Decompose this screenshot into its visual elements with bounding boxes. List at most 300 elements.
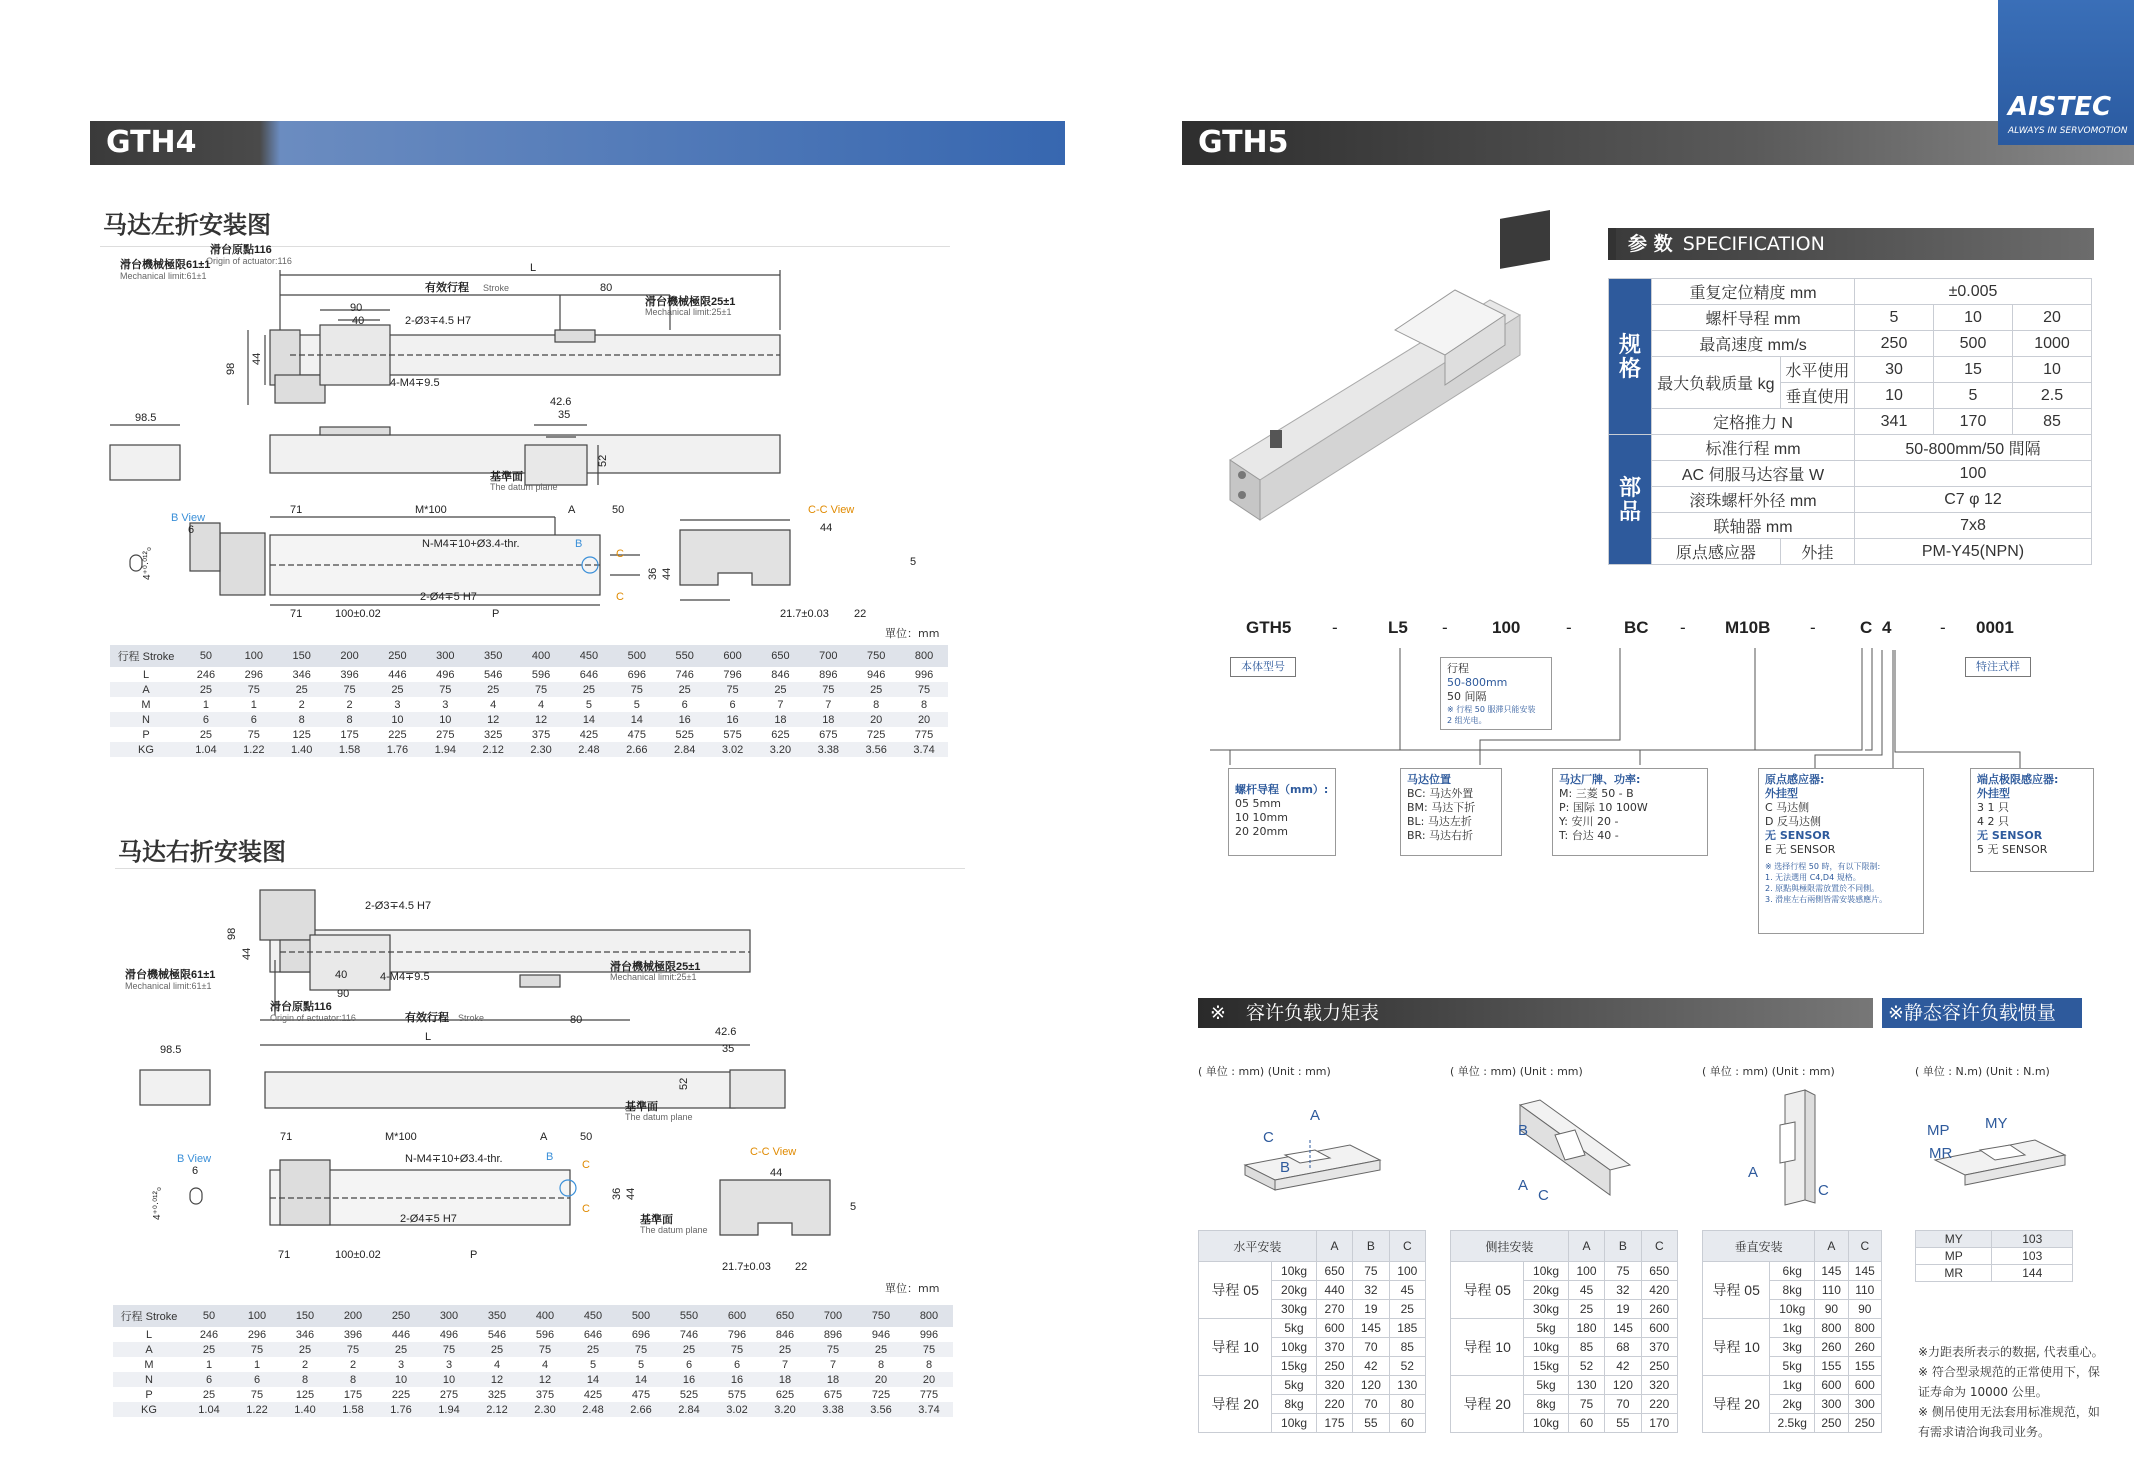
svg-text:滑台原點116: 滑台原點116	[270, 1001, 332, 1013]
table-cell: 1	[202, 698, 209, 711]
horizontal-mount-diagram	[1240, 1100, 1390, 1210]
svg-text:50: 50	[580, 1131, 593, 1143]
table-cell: 75	[329, 1342, 377, 1357]
spec-label: 螺杆导程 mm	[1652, 305, 1855, 331]
table-cell: 25	[374, 682, 422, 697]
table-cell: 260	[1641, 1300, 1677, 1319]
svg-text:80: 80	[600, 282, 613, 294]
spec-header-text: SPECIFICATION	[1682, 233, 1825, 255]
svg-text:B: B	[1518, 1122, 1529, 1139]
table-cell: 8	[873, 698, 880, 711]
svg-text:98.5: 98.5	[160, 1044, 182, 1056]
table-cell: 6	[681, 698, 688, 711]
table-cell: 2.5kg	[1770, 1414, 1815, 1433]
unit-label: ( 单位 : mm) (Unit : mm)	[1198, 1065, 1331, 1078]
svg-text:40: 40	[335, 969, 348, 981]
dimension-table	[113, 1305, 953, 1417]
table-cell: 14	[617, 1372, 665, 1387]
tag-body-model: 本体型号	[1230, 657, 1296, 677]
table-cell: 30kg	[1272, 1300, 1316, 1319]
table-cell: L	[142, 668, 150, 681]
table-cell: 110	[1848, 1281, 1881, 1300]
table-cell: 10kg	[1770, 1300, 1815, 1319]
table-cell: 296	[244, 668, 263, 681]
svg-text:MR: MR	[1929, 1145, 1953, 1162]
table-cell: 100	[1568, 1262, 1604, 1281]
spec-label: AC 伺服马达容量 W	[1652, 461, 1855, 487]
table-title: 水平安装	[1199, 1231, 1317, 1262]
spec-value: 20	[2013, 305, 2092, 331]
table-row	[113, 1327, 953, 1342]
column-header: A	[1815, 1231, 1848, 1262]
table-cell: 75	[250, 1388, 264, 1401]
table-row	[1451, 1319, 1678, 1338]
table-cell: 2.48	[565, 742, 613, 757]
table-cell: 103	[1992, 1231, 2073, 1248]
svg-text:M*100: M*100	[385, 1131, 417, 1143]
table-cell: 12	[521, 1372, 569, 1387]
table-cell: 5kg	[1524, 1319, 1568, 1338]
svg-text:基準面: 基準面	[490, 471, 523, 483]
table-cell: 600	[1815, 1376, 1848, 1395]
table-cell: 行程 Stroke	[113, 1305, 185, 1327]
table-cell: 75	[905, 1342, 953, 1357]
spec-value: 2.5	[2013, 383, 2092, 409]
table-cell: 260	[1848, 1338, 1881, 1357]
table-cell: 6kg	[1770, 1262, 1815, 1281]
table-cell: 20kg	[1272, 1281, 1316, 1300]
tag-special: 特注式样	[1965, 657, 2031, 677]
table-cell: 25	[281, 1342, 329, 1357]
table-cell: 75	[709, 682, 757, 697]
spec-value: 10	[2013, 357, 2092, 383]
table-cell: 18	[809, 1372, 857, 1387]
table-row	[110, 727, 948, 742]
svg-text:42.6: 42.6	[715, 1026, 737, 1038]
table-cell: 6	[729, 698, 736, 711]
table-cell: 25	[661, 682, 709, 697]
table-cell: 600	[1848, 1376, 1881, 1395]
svg-text:M*100: M*100	[415, 504, 447, 516]
table-cell: 10	[374, 712, 422, 727]
table-header-row	[1199, 1231, 1426, 1262]
table-cell: 70	[1353, 1338, 1389, 1357]
svg-text:90: 90	[350, 302, 363, 314]
table-cell: 350	[473, 1305, 521, 1327]
vertical-mount-diagram	[1740, 1085, 1870, 1215]
table-cell: 25	[469, 682, 517, 697]
table-cell: 175	[1316, 1414, 1352, 1433]
table-row	[1451, 1262, 1678, 1281]
logo-tab	[1998, 0, 2134, 145]
table-cell: 175	[340, 728, 359, 741]
svg-text:A: A	[1518, 1177, 1529, 1194]
table-cell: MY	[1916, 1231, 1992, 1248]
limit-sensor-box: 端点极限感应器: 外挂型 3 1 只 4 2 只 无 SENSOR 5 无 SENSOR	[1970, 768, 2094, 872]
table-cell: 90	[1848, 1300, 1881, 1319]
svg-text:4⁺⁰·⁰¹²₀: 4⁺⁰·⁰¹²₀	[142, 547, 153, 580]
table-cell: 2.12	[469, 742, 517, 757]
spec-value: 30	[1855, 357, 1934, 383]
table-cell: 1.58	[326, 742, 374, 757]
spec-label: 原点感应器	[1652, 539, 1781, 565]
spec-row	[1609, 461, 2092, 487]
svg-text:52: 52	[678, 1077, 690, 1090]
spec-label: 最高速度 mm/s	[1652, 331, 1855, 357]
column-header: C	[1389, 1231, 1425, 1262]
note-line: 证寿命为 10000 公里。	[1918, 1385, 2048, 1399]
table-cell: 596	[535, 1328, 555, 1341]
spec-value: 10	[1855, 383, 1934, 409]
table-cell: 12	[473, 1372, 521, 1387]
spec-label: 最大负载质量 kg	[1652, 357, 1781, 409]
logo-brand: AISTEC	[2008, 92, 2112, 122]
table-cell: 145	[1848, 1262, 1881, 1281]
table-cell: 475	[631, 1388, 651, 1401]
svg-text:36: 36	[611, 1187, 623, 1200]
table-row	[110, 712, 948, 727]
table-cell: 2.84	[661, 742, 709, 757]
table-row	[113, 1387, 953, 1402]
svg-text:C: C	[616, 548, 624, 560]
table-cell: 646	[579, 668, 599, 681]
order-code-segment: 0001	[1976, 618, 2014, 637]
svg-text:滑台機械極限25±1: 滑台機械極限25±1	[610, 961, 701, 973]
table-cell: A	[113, 1342, 185, 1357]
table-cell: 8	[925, 1358, 933, 1371]
table-cell: 375	[535, 1388, 555, 1401]
order-code-segment: C	[1860, 618, 1873, 637]
table-cell: 52	[1389, 1357, 1425, 1376]
table-cell: 275	[436, 728, 455, 741]
table-cell: 7	[781, 1358, 789, 1371]
table-cell: 75	[521, 1342, 569, 1357]
table-cell: 75	[1353, 1262, 1389, 1281]
table-cell: 18	[761, 1372, 809, 1387]
table-cell: 4	[541, 1358, 549, 1371]
table-cell: 446	[388, 668, 407, 681]
table-cell: 120	[1353, 1376, 1389, 1395]
table-cell: 5kg	[1272, 1319, 1316, 1338]
table-cell: 18	[804, 712, 852, 727]
table-cell: 796	[727, 1328, 747, 1341]
table-row	[110, 697, 948, 712]
svg-text:A: A	[1310, 1107, 1321, 1124]
table-cell: 25	[665, 1342, 713, 1357]
table-cell: 350	[469, 645, 517, 667]
table-cell: 5	[589, 1358, 597, 1371]
table-row	[110, 645, 948, 667]
svg-text:71: 71	[280, 1131, 293, 1143]
svg-text:2-Ø3∓4.5 H7: 2-Ø3∓4.5 H7	[365, 900, 432, 912]
table-cell: 10	[425, 1372, 473, 1387]
svg-text:44: 44	[241, 947, 253, 960]
table-cell: 150	[278, 645, 326, 667]
spec-header	[1608, 228, 2094, 260]
table-cell: 496	[439, 1328, 459, 1341]
table-cell: KG	[113, 1402, 185, 1417]
origin-sensor-box: 原点感应器: 外挂型 C 马达侧 D 反马达侧 无 SENSOR E 无 SENSOR ※ 选择行程 50 時，有以下限制: 1. 无法選用 C4,D4 規格。 2. 原點與極限需放置於不同側。 3. 滑座左右兩側皆需安裝感應片。	[1758, 768, 1924, 934]
table-cell: 5kg	[1770, 1357, 1815, 1376]
svg-text:C-C View: C-C View	[808, 504, 855, 516]
lead-box: 螺杆导程（mm）: 05 5mm 10 10mm 20 20mm	[1228, 768, 1336, 856]
table-cell: 3.56	[857, 1402, 905, 1417]
table-cell: 3.74	[900, 742, 948, 757]
table-cell: 25	[569, 1342, 617, 1357]
table-cell: 10kg	[1272, 1262, 1316, 1281]
table-cell: 546	[487, 1328, 507, 1341]
table-cell: 2kg	[1770, 1395, 1815, 1414]
table-cell: 20	[900, 712, 948, 727]
table-cell: 16	[665, 1372, 713, 1387]
table-cell: 650	[757, 645, 805, 667]
table-cell: 546	[484, 668, 503, 681]
table-cell: MP	[1916, 1248, 1992, 1265]
table-cell: 2.12	[473, 1402, 521, 1417]
lead-group: 导程 20	[1703, 1376, 1770, 1433]
table-cell: 225	[391, 1388, 411, 1401]
table-cell: 50	[182, 645, 230, 667]
table-row	[1703, 1262, 1882, 1281]
table-cell: 696	[631, 1328, 651, 1341]
table-cell: 14	[569, 1372, 617, 1387]
table-cell: 10kg	[1524, 1338, 1568, 1357]
spec-side-label: 规格	[1609, 279, 1652, 435]
svg-text:A: A	[1748, 1164, 1759, 1181]
table-cell: 775	[914, 728, 934, 741]
lead-group: 导程 10	[1451, 1319, 1524, 1376]
right-mount-drawing	[125, 880, 970, 1280]
table-cell: 270	[1316, 1300, 1352, 1319]
spec-value: 341	[1855, 409, 1934, 435]
svg-text:Mechanical limit:61±1: Mechanical limit:61±1	[125, 981, 212, 991]
table-cell: 10	[421, 712, 469, 727]
spec-value: 250	[1855, 331, 1934, 357]
table-cell: 3	[442, 698, 449, 711]
table-cell: 15kg	[1272, 1357, 1316, 1376]
table-cell: 300	[425, 1305, 473, 1327]
table-cell: 425	[579, 728, 599, 741]
table-cell: 6	[733, 1358, 741, 1371]
lead-group: 导程 05	[1451, 1262, 1524, 1319]
table-cell: 1.22	[233, 1402, 281, 1417]
table-cell: 10kg	[1272, 1414, 1316, 1433]
svg-text:C: C	[1538, 1187, 1549, 1204]
table-cell: 225	[388, 728, 407, 741]
table-cell: 4	[538, 698, 545, 711]
svg-text:有效行程: 有效行程	[405, 1012, 449, 1024]
table-cell: 25	[202, 1388, 216, 1401]
table-cell: 3.02	[709, 742, 757, 757]
table-cell: 696	[627, 668, 646, 681]
spec-label: 滚珠螺杆外径 mm	[1652, 487, 1855, 513]
svg-text:Mechanical limit:25±1: Mechanical limit:25±1	[645, 307, 732, 317]
column-header: B	[1353, 1231, 1389, 1262]
svg-text:N-M4∓10+Ø3.4-thr.: N-M4∓10+Ø3.4-thr.	[405, 1153, 503, 1165]
svg-text:C: C	[582, 1203, 590, 1215]
svg-text:C: C	[1818, 1182, 1829, 1199]
order-code-segment: -	[1566, 618, 1572, 637]
notes	[1918, 1342, 2108, 1442]
table-cell: 800	[905, 1305, 953, 1327]
table-cell: 1kg	[1770, 1376, 1815, 1395]
svg-text:44: 44	[661, 567, 673, 580]
load-header-text: 容许负载力矩表	[1245, 1002, 1379, 1024]
svg-text:5: 5	[850, 1201, 857, 1213]
order-code-segment: 100	[1492, 618, 1521, 637]
spec-row	[1609, 409, 2092, 435]
svg-text:C: C	[1263, 1129, 1274, 1146]
table-cell: 1	[253, 1358, 261, 1371]
table-cell: 600	[1641, 1319, 1677, 1338]
table-cell: 796	[723, 668, 742, 681]
table-cell: 575	[723, 728, 742, 741]
svg-text:Mechanical limit:61±1: Mechanical limit:61±1	[120, 271, 207, 281]
spec-row	[1609, 487, 2092, 513]
table-cell: 14	[613, 712, 661, 727]
table-cell: P	[145, 1388, 153, 1401]
svg-text:Stroke: Stroke	[458, 1013, 485, 1023]
svg-text:100±0.02: 100±0.02	[335, 608, 381, 620]
svg-text:Origin of actuator:116: Origin of actuator:116	[206, 256, 292, 266]
order-code-segment: M10B	[1725, 618, 1771, 637]
svg-text:C: C	[616, 591, 624, 603]
table-cell: 300	[421, 645, 469, 667]
table-cell: 200	[329, 1305, 377, 1327]
table-cell: 946	[871, 1328, 891, 1341]
motor-position-box: 马达位置 BC: 马达外置 BM: 马达下折 BL: 马达左折 BR: 马达右折	[1400, 768, 1502, 856]
svg-text:98: 98	[225, 362, 237, 375]
svg-text:90: 90	[337, 988, 350, 1000]
table-cell: 170	[1641, 1414, 1677, 1433]
table-cell: 800	[1815, 1319, 1848, 1338]
table-cell: 8	[329, 1372, 377, 1387]
svg-text:The datum plane: The datum plane	[625, 1112, 693, 1122]
gth4-banner	[90, 121, 1065, 165]
table-cell: 600	[709, 645, 757, 667]
table-cell: 575	[727, 1388, 747, 1401]
table-row	[1703, 1319, 1882, 1338]
spec-label: 联轴器 mm	[1652, 513, 1855, 539]
svg-text:100±0.02: 100±0.02	[335, 1249, 381, 1261]
table-cell: 2.84	[665, 1402, 713, 1417]
table-cell: 2	[301, 1358, 309, 1371]
inertia-header	[1882, 998, 2082, 1028]
table-cell: 144	[1992, 1265, 2073, 1282]
table-row	[1916, 1231, 2073, 1248]
table-cell: 675	[823, 1388, 843, 1401]
table-cell: 150	[281, 1305, 329, 1327]
table-cell: 846	[775, 1328, 795, 1341]
order-code-segment: -	[1810, 618, 1816, 637]
table-cell: 75	[1568, 1395, 1604, 1414]
svg-text:35: 35	[722, 1043, 735, 1055]
table-cell: 1	[250, 698, 257, 711]
svg-text:6: 6	[188, 524, 195, 536]
table-cell: 8	[877, 1358, 885, 1371]
svg-text:80: 80	[570, 1014, 583, 1026]
svg-text:N-M4∓10+Ø3.4-thr.: N-M4∓10+Ø3.4-thr.	[422, 538, 520, 550]
table-row	[113, 1402, 953, 1417]
table-cell: 3.20	[757, 742, 805, 757]
table-cell: 2.48	[569, 1402, 617, 1417]
table-cell: 3	[445, 1358, 453, 1371]
svg-text:98: 98	[226, 927, 238, 940]
table-cell: 6	[185, 1372, 233, 1387]
svg-text:44: 44	[820, 522, 833, 534]
column-header: A	[1316, 1231, 1352, 1262]
table-cell: 725	[871, 1388, 891, 1401]
svg-text:B View: B View	[177, 1153, 212, 1165]
table-cell: 75	[425, 1342, 473, 1357]
gth4-title: GTH4	[106, 125, 197, 160]
table-cell: 5	[585, 698, 592, 711]
inertia-header-text: ※静态容许负载惯量	[1888, 1002, 2056, 1024]
table-cell: 750	[857, 1305, 905, 1327]
lead-group: 导程 05	[1199, 1262, 1272, 1319]
table-cell: 145	[1605, 1319, 1641, 1338]
table-cell: N	[113, 1372, 185, 1387]
table-cell: 260	[1815, 1338, 1848, 1357]
spec-label: 定格推力 N	[1652, 409, 1855, 435]
table-cell: 2.66	[613, 742, 661, 757]
unit-label: ( 单位 : N.m) (Unit : N.m)	[1915, 1065, 2050, 1078]
order-code-segment: -	[1680, 618, 1686, 637]
left-mount-drawing	[120, 244, 960, 635]
table-cell: 10kg	[1524, 1414, 1568, 1433]
svg-text:滑台機械極限61±1: 滑台機械極限61±1	[125, 969, 216, 981]
spec-value: 10	[1934, 305, 2013, 331]
table-cell: 550	[661, 645, 709, 667]
table-cell: 8	[281, 1372, 329, 1387]
note-line: ※ 符合型录规范的正常使用下，保	[1918, 1365, 2100, 1379]
table-row	[113, 1372, 953, 1387]
spec-row	[1609, 539, 2092, 565]
spec-table	[1608, 278, 2092, 565]
table-cell: 5kg	[1524, 1376, 1568, 1395]
table-cell: 25	[473, 1342, 521, 1357]
table-cell: 25	[1568, 1300, 1604, 1319]
table-cell: 2	[349, 1358, 357, 1371]
table-cell: 75	[900, 682, 948, 697]
table-cell: 16	[713, 1372, 761, 1387]
table-cell: 1.40	[281, 1402, 329, 1417]
table-cell: 100	[230, 645, 278, 667]
table-cell: 496	[436, 668, 455, 681]
table-cell: 300	[1815, 1395, 1848, 1414]
table-cell: 103	[1992, 1248, 2073, 1265]
table-cell: 1.58	[329, 1402, 377, 1417]
table-cell: 55	[1353, 1414, 1389, 1433]
svg-text:Origin of actuator:116: Origin of actuator:116	[270, 1013, 356, 1023]
spec-value: 100	[1855, 461, 2092, 487]
table-cell: 100	[1389, 1262, 1425, 1281]
product-image	[1210, 260, 1600, 560]
svg-text:2-Ø4∓5 H7: 2-Ø4∓5 H7	[400, 1213, 457, 1225]
table-cell: 25	[1389, 1300, 1425, 1319]
table-cell: 250	[374, 645, 422, 667]
table-cell: 746	[679, 1328, 699, 1341]
table-cell: 75	[1605, 1262, 1641, 1281]
table-row	[110, 682, 948, 697]
table-cell: 1.04	[185, 1402, 233, 1417]
spec-label: 标准行程 mm	[1652, 435, 1855, 461]
table-row	[110, 742, 948, 757]
table-cell: 145	[1815, 1262, 1848, 1281]
spec-row	[1609, 435, 2092, 461]
table-header-row	[1451, 1231, 1678, 1262]
table-cell: 296	[247, 1328, 267, 1341]
